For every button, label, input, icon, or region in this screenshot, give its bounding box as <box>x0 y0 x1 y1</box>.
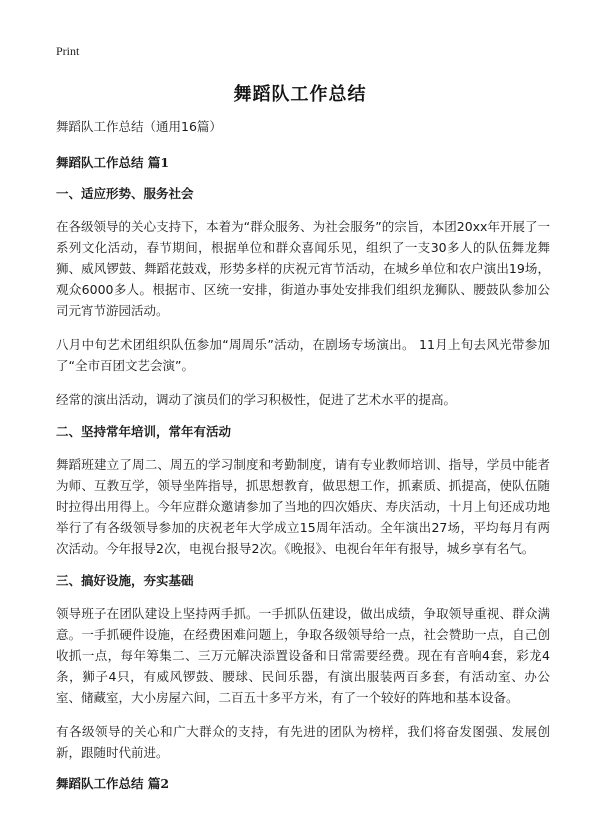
section3-paragraph-1: 领导班子在团队建设上坚持两手抓。一手抓队伍建设，做出成绩，争取领导重视、群众满意。一手抓硬件设施，在经费困难问题上，争取各级领导给一点，社会赞助一点，自己创收抓一点，每年筹集二、三万元解决添置设备和日常需要经费。现在有音响4套，彩龙4条，狮子4只，有威风锣鼓、腰球、民间乐器，有演出服装两百多套，有活动室、办公室、储藏室，大小房屋六间，二百五十多平方米，有了一个较好的阵地和基本设备。 <box>56 606 550 705</box>
part1-heading: 舞蹈队工作总结 篇1 <box>56 155 170 170</box>
document-subtitle: 舞蹈队工作总结（通用16篇） <box>56 119 222 134</box>
print-link[interactable]: Print <box>56 44 80 58</box>
section1-paragraph-1: 在各级领导的关心支持下，本着为“群众服务、为社会服务”的宗旨，本团20xx年开展了一系列文化活动，春节期间，根据单位和群众喜闻乐见，组织了一支30多人的队伍舞龙舞狮、威风锣鼓、舞蹈花鼓戏，形势多样的庆祝元宵节活动，在城乡单位和农户演出19场，观众6000多人。根据市、区统一安排，街道办事处安排我们组织龙狮队、腰鼓队参加公司元宵节游园活动。 <box>56 219 550 318</box>
section1-paragraph-2: 八月中旬艺术团组织队伍参加“周周乐”活动，在剧场专场演出。 11月上旬去风光带参加了“全市百团文艺会演”。 <box>56 337 550 373</box>
document-body <box>56 118 550 806</box>
section1-heading: 一、适应形势、服务社会 <box>56 186 194 201</box>
section3-paragraph-2: 有各级领导的关心和广大群众的支持，有先进的团队为榜样，我们将奋发图强、发展创新，跟随时代前进。 <box>56 724 550 760</box>
section2-heading: 二、坚持常年培训，常年有活动 <box>56 424 232 439</box>
section1-paragraph-3: 经常的演出活动，调动了演员们的学习积极性，促进了艺术水平的提高。 <box>56 392 457 407</box>
part2-heading: 舞蹈队工作总结 篇2 <box>56 776 170 791</box>
section3-heading: 三、搞好设施，夯实基础 <box>56 573 194 588</box>
page-title: 舞蹈队工作总结 <box>233 84 367 105</box>
section2-paragraph-1: 舞蹈班建立了周二、周五的学习制度和考勤制度，请有专业教师培训、指导，学员中能者为师、互教互学，领导坐阵指导，抓思想教育，做思想工作，抓素质、抓提高，使队伍随时拉得出用得上。今年应群众邀请参加了当地的四次婚庆、寿庆活动，十月上旬还成功地举行了有各级领导参加的庆祝老年大学成立15周年活动。全年演出27场，平均每月有两次活动。今年报导2次，电视台报导2次。《晚报》、电视台年年有报导，城乡享有名气。 <box>56 457 550 556</box>
